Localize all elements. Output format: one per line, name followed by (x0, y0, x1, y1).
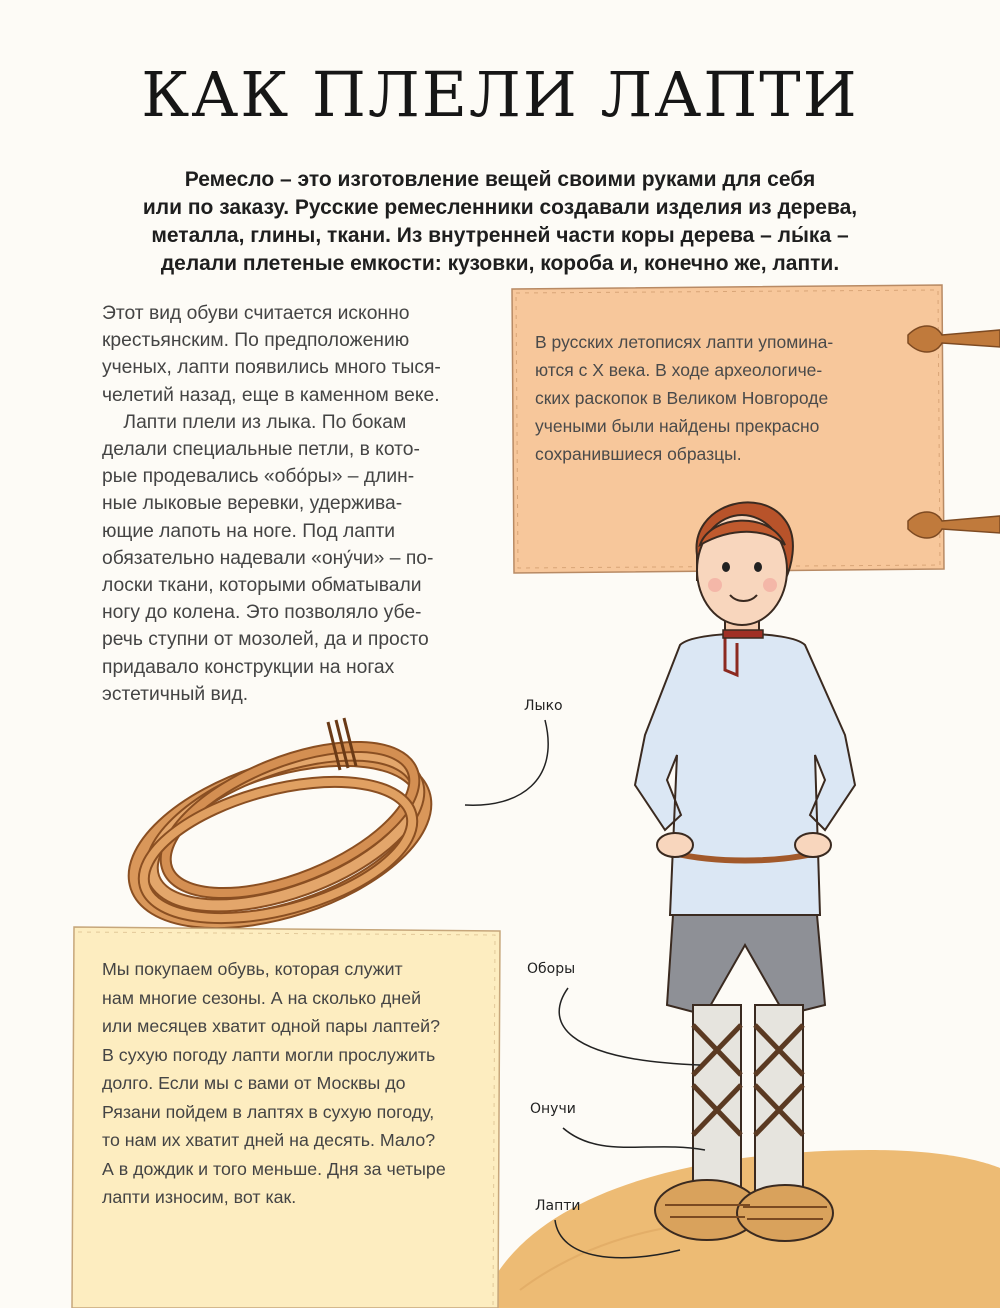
label-lyko: Лыко (524, 698, 563, 714)
label-obory: Оборы (527, 961, 576, 977)
page-title: КАК ПЛЕЛИ ЛАПТИ (141, 58, 859, 131)
label-onuchi: Онучи (530, 1101, 576, 1117)
main-text: Этот вид обуви считается исконно крестьянским. По предположению ученых, лапти появились много тыся- челетий назад, еще в каменном веке. Лапти плели из лыка. По бокам делали специальные петли, в кото- рые продевались «обо́ры» – длин- ные лыковые веревки, удержива- ющие лапоть на ноге. Под лапти обязательно надевали «ону́чи» – по- лоски ткани, которыми обматывали ногу до колена. Это позволяло убе- речь ступни от мозолей, да и просто придавало конструкции на ногах эстетичный вид. (102, 303, 441, 705)
intro-paragraph: Ремесло – это изготовление вещей своими руками для себя или по заказу. Русские ремесленники создавали изделия из дерева, металла, глины, ткани. Из внутренней части коры дерева – лы́ка – делали плетеные емкости: кузовки, короба и, конечно же, лапти. (142, 168, 858, 275)
label-lapti: Лапти (535, 1198, 581, 1214)
note-top-text: В русских летописях лапти упомина- ются с X века. В ходе археологиче- ских раскопок в Великом Новгороде учеными были найдены прекрасно сохранившиеся образцы. (535, 332, 834, 464)
note-bottom-text: Мы покупаем обувь, которая служит нам многие сезоны. А на сколько дней или месяцев хватит одной пары лаптей? В сухую погоду лапти могли прослужить долго. Если мы с вами от Москвы до Рязани пойдем в лаптях в сухую погоду, то нам их хватит дней на десять. Мало? А в дождик и того меньше. Дня за четыре лапти износим, вот как. (102, 959, 446, 1207)
